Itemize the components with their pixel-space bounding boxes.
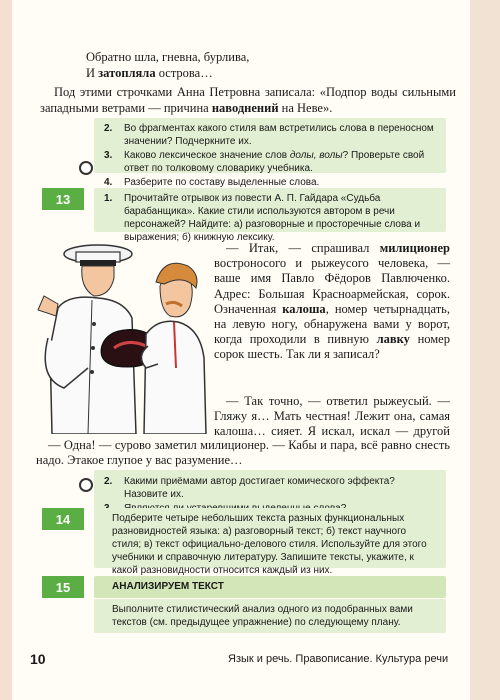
story-paragraph-3: — Одна! — сурово заметил милиционер. — Кабы и пара, всё равно снесть надо. Этакое глупое у вас разумение… bbox=[36, 438, 450, 468]
poem-line: Обратно шла, гневна, бурлива, bbox=[86, 50, 250, 64]
page-edge bbox=[470, 0, 500, 700]
exercise-13-task bbox=[94, 188, 446, 243]
poem-line: И затопляла острова… bbox=[86, 66, 213, 80]
running-footer: Язык и речь. Правописание. Культура речи bbox=[228, 653, 449, 665]
poem-excerpt bbox=[86, 49, 249, 81]
exercise-number: 14 bbox=[42, 508, 84, 530]
task-item: 4. Разберите по составу выделенные слова. bbox=[104, 177, 320, 188]
pair-work-icon bbox=[79, 161, 93, 175]
task-item: 1. Прочитайте отрывок из повести А. П. Гайдара «Судьба барабанщика». Какие стили используются автором в речи персонажей? Найдите: а) разговорные и просторечные слова и выражения; б) книжную лексику. bbox=[104, 193, 421, 243]
task-text: Выполните стилистический анализ одного из подобранных вами текстов (см. предыдущее упражнение) по следующему плану. bbox=[112, 604, 413, 628]
story-paragraph-1-wrapped: — Итак, — спрашивал милиционер востроносого и рыжеусого человека, — ваше имя Павло Фёдоров Павлюченко. Адрес: Большая Красноармейская, сорок. Означенная калоша, номер четырнадцать, на левую ногу, обнаружена вами у ворот, когда проходили в пивную лавку номер сорок шесть. Так ли я записал? bbox=[214, 241, 450, 362]
illustration-policeman-and-man bbox=[28, 238, 208, 434]
highlighted-word: затопляла bbox=[98, 66, 156, 80]
tasks-box bbox=[94, 118, 446, 188]
highlighted-word: милиционер bbox=[379, 241, 450, 255]
intro-paragraph: Под этими строчками Анна Петровна записала: «Подпор воды сильными западными ветрами — причина наводнений на Неве». bbox=[40, 85, 456, 115]
exercise-number: 13 bbox=[42, 188, 84, 210]
tasks-box bbox=[94, 470, 446, 510]
highlighted-word: наводнений bbox=[211, 100, 279, 115]
highlighted-word: калоша bbox=[282, 301, 326, 316]
exercise-number: 15 bbox=[42, 576, 84, 598]
pair-work-icon bbox=[79, 478, 93, 492]
story-paragraph-2-start: — Так точно, — ответил рыжеусый. — Гляжу я… Мать честная! Лежит она, самая калоша… сияет. Я искал, искал — другой bbox=[214, 394, 450, 439]
red-moustached-man bbox=[141, 263, 206, 434]
page-number: 10 bbox=[30, 651, 46, 667]
highlighted-word: лавку bbox=[376, 332, 410, 347]
task-item: 3. Каково лексическое значение слов долы, волы? Проверьте свой ответ по толковому словарику учебника. bbox=[104, 150, 425, 174]
task-text: Подберите четыре небольших текста разных функциональных разновидностей языка: а) разговорный текст; б) текст научного стиля; в) текст официально-делового стиля. Используйте для этого учебники и справочную литературу. Запишите тексты, укажите, к какой разновидности относится каждый из них. bbox=[112, 513, 427, 576]
section-heading: АНАЛИЗИРУЕМ ТЕКСТ bbox=[94, 576, 446, 598]
task-item: 2. Какими приёмами автор достигает комического эффекта? Назовите их. bbox=[104, 476, 395, 500]
exercise-14-task bbox=[94, 508, 446, 576]
exercise-15-task bbox=[94, 599, 446, 633]
task-item: 2. Во фрагментах какого стиля вам встретились слова в переносном значении? Подчеркните их. bbox=[104, 123, 434, 147]
